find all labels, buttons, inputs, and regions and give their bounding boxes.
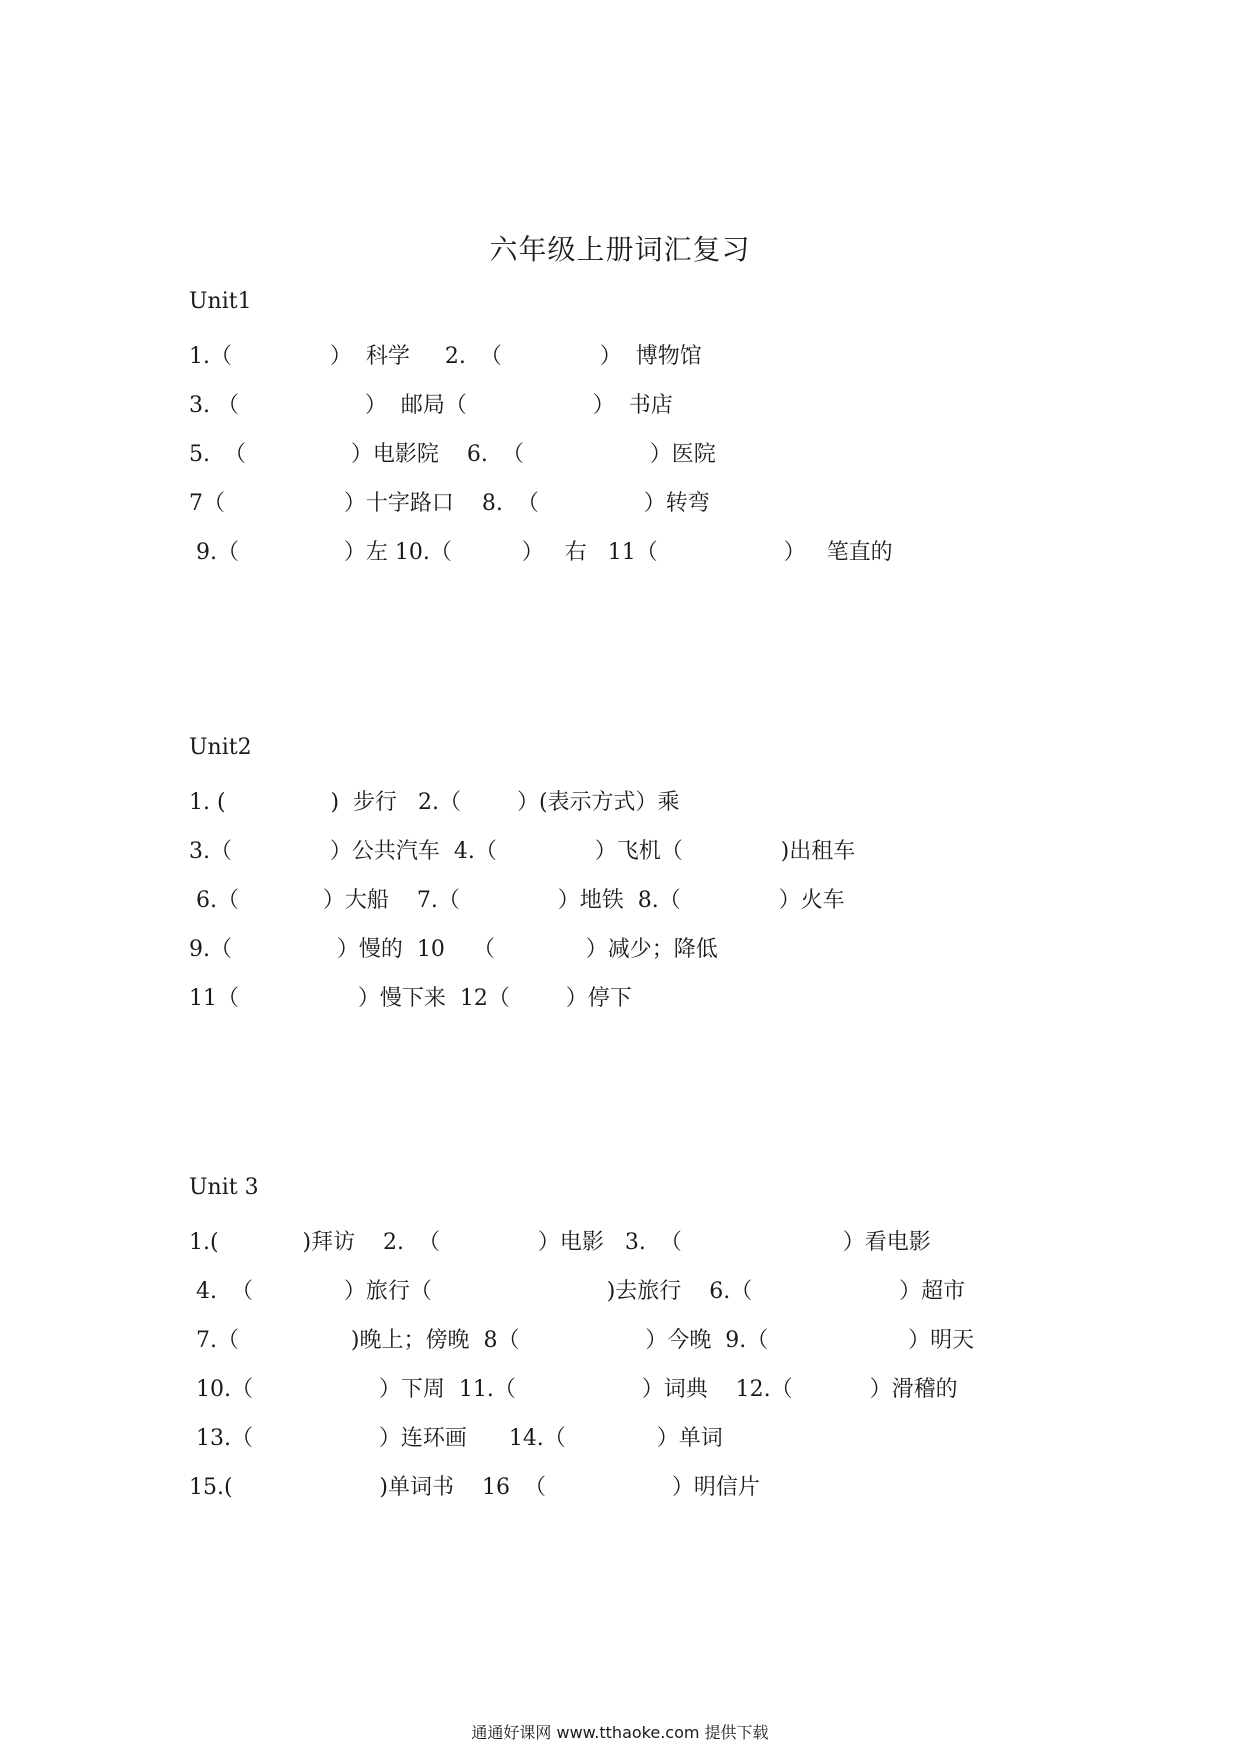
unit3-line-6: 15.( )单词书 16 （ ）明信片 [189,1475,760,1500]
unit2-line-3: 6.（ ）大船 7.（ ）地铁 8.（ ）火车 [189,888,845,913]
unit3-line-4: 10.（ ）下周 11.（ ）词典 12.（ ）滑稽的 [189,1377,958,1402]
page-title: 六年级上册词汇复习 [489,233,751,266]
unit1-line-1: 1.（ ） 科学 2. （ ） 博物馆 [189,344,702,369]
unit3-line-2: 4. （ ）旅行（ )去旅行 6.（ ）超市 [189,1279,966,1304]
footer-credit: 通通好课网 www.tthaoke.com 提供下载 [471,1723,769,1742]
unit1-line-4: 7（ ）十字路口 8. （ ）转弯 [189,491,710,516]
unit1-heading: Unit1 [189,289,252,314]
unit2-line-1: 1. ( ) 步行 2.（ ）(表示方式）乘 [189,790,680,815]
unit1-line-3: 5. （ ）电影院 6. （ ）医院 [189,442,716,467]
unit2-heading: Unit2 [189,735,252,760]
unit3-line-1: 1.( )拜访 2. （ ）电影 3. （ ）看电影 [189,1230,931,1255]
unit3-heading: Unit 3 [189,1175,259,1200]
unit2-line-4: 9.（ ）慢的 10 （ ）减少；降低 [189,937,718,962]
unit3-line-5: 13.（ ）连环画 14.（ ）单词 [189,1426,723,1451]
unit1-line-2: 3. （ ） 邮局（ ） 书店 [189,393,673,418]
unit2-line-5: 11（ ）慢下来 12（ ）停下 [189,986,632,1011]
unit2-line-2: 3.（ ）公共汽车 4.（ ）飞机（ )出租车 [189,839,856,864]
unit3-line-3: 7.（ )晚上；傍晚 8（ ）今晚 9.（ ）明天 [189,1328,975,1353]
unit1-line-5: 9.（ ）左 10.（ ） 右 11（ ） 笔直的 [189,540,893,565]
